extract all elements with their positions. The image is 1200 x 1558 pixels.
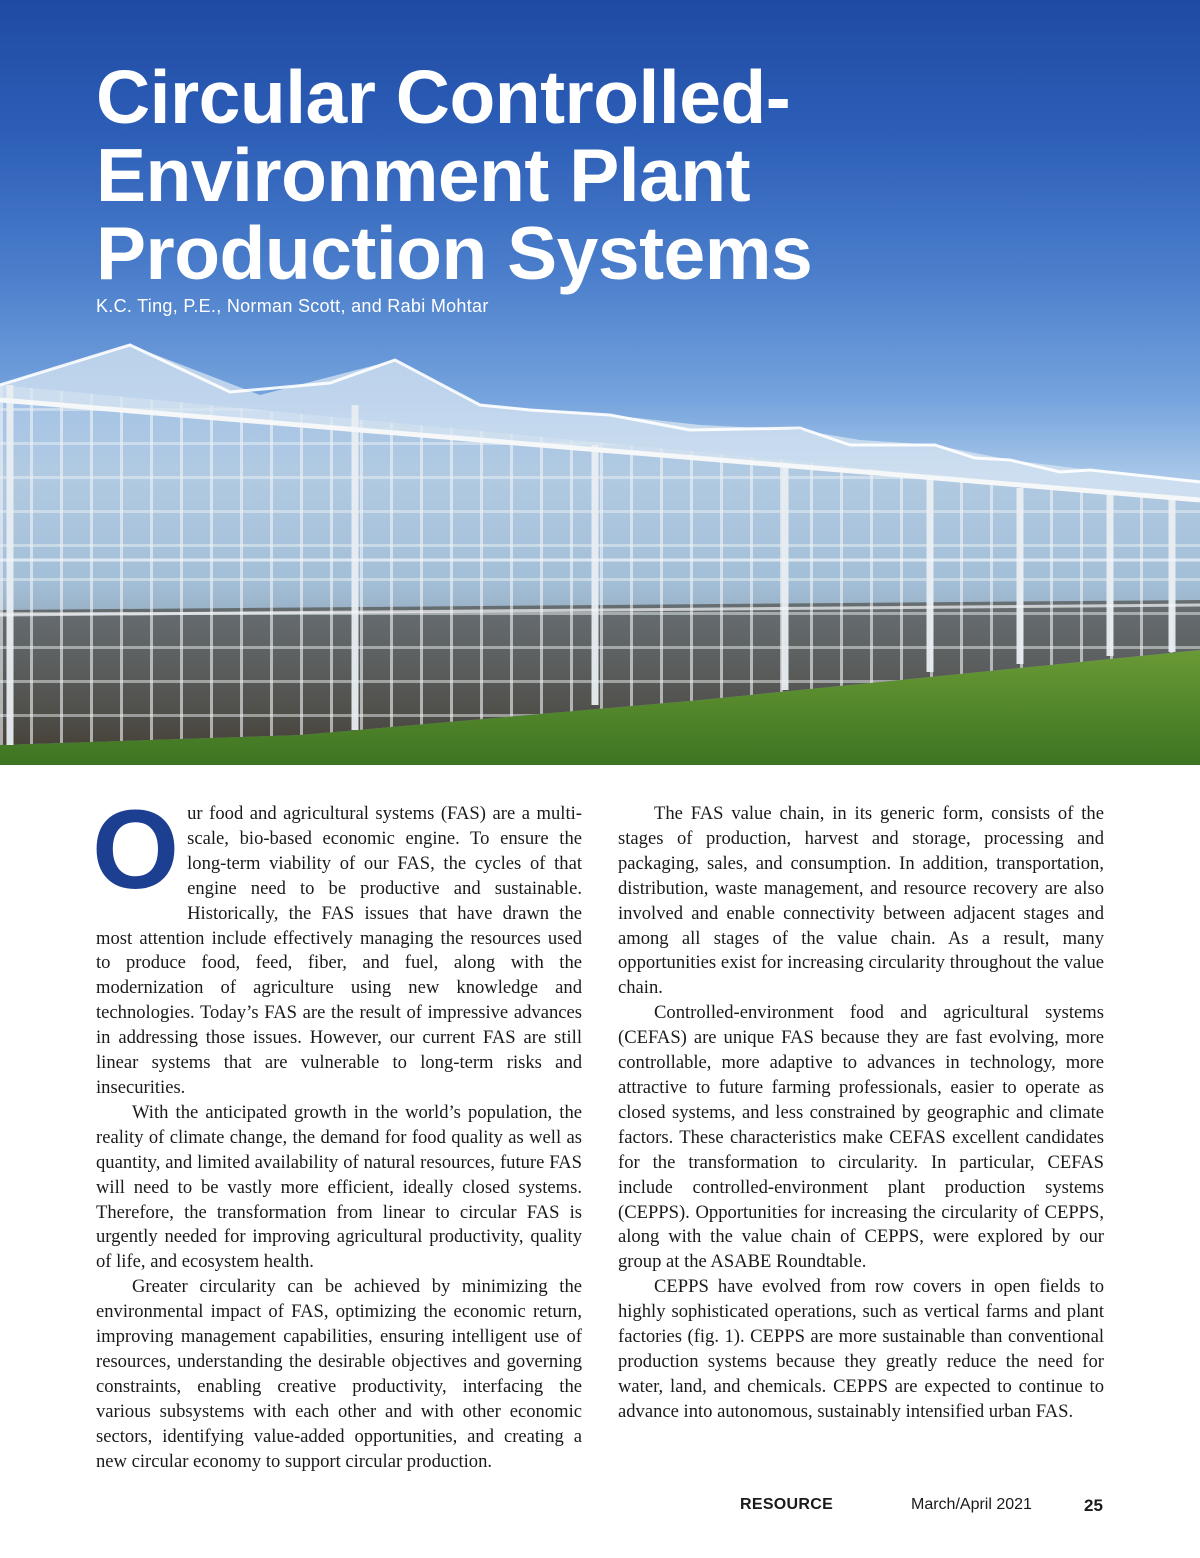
paragraph-2: With the anticipated growth in the world’s population, the reality of climate change, the demand for food quality as well as quantity, and limited availability of natural resources, future FAS will need to be vastly more efficient, ideally closed systems. Therefore, the transformation from linear to circular FAS is urgently needed for improving agricultural productivity, quality of life, and ecosystem health. bbox=[96, 1101, 582, 1273]
page-footer bbox=[0, 1496, 1200, 1520]
paragraph-6: CEPPS have evolved from row covers in open fields to highly sophisticated operations, such as vertical farms and plant factories (fig. 1). CEPPS are more sustainable than conventional production systems because they greatly reduce the need for water, land, and chemicals. CEPPS are expected to continue to advance into autonomous, sustainably intensified urban FAS. bbox=[618, 1276, 1104, 1422]
article-title: Circular Controlled- Environment Plant Production Systems bbox=[96, 55, 813, 295]
drop-cap: O bbox=[92, 787, 180, 912]
paragraph-1-text: ur food and agricultural systems (FAS) are a multi-scale, bio-based economic engine. To ensure the long-term viability of our FAS, the cycles of that engine need to be productive and sustainable. Historically, the FAS issues that have drawn the most attention include effectively managing the resources used to produce food, feed, fiber, and fuel, along with the modernization of agriculture using new knowledge and technologies. Today’s FAS are the result of impressive advances in addressing those issues. However, our current FAS are still linear systems that are vulnerable to long-term risks and insecurities. bbox=[96, 803, 582, 1098]
body-column-right bbox=[618, 802, 1104, 1425]
paragraph-4: The FAS value chain, in its generic form, consists of the stages of production, harvest and storage, processing and packaging, sales, and consumption. In addition, transportation, distribution, waste management, and resource recovery are also involved and enable connectivity between adjacent stages and among all stages of the value chain. As a result, many opportunities exist for increasing circularity throughout the value chain. bbox=[618, 803, 1104, 999]
publication-name: RESOURCE bbox=[740, 1496, 834, 1513]
issue-date: March/April 2021 bbox=[911, 1496, 1032, 1513]
page-number: 25 bbox=[1084, 1496, 1103, 1515]
paragraph-3: Greater circularity can be achieved by minimizing the environmental impact of FAS, optimizing the economic return, improving management capabilities, ensuring intelligent use of resources, understanding the desirable objectives and governing constraints, enabling creative productivity, interfacing the various subsystems with each other and with other economic sectors, identifying value-added opportunities, and creating a new circular economy to support circular production. bbox=[96, 1276, 582, 1472]
paragraph-5: Controlled-environment food and agricultural systems (CEFAS) are unique FAS because they are fast evolving, more controllable, more adaptive to advances in technology, more attractive to future farming professionals, easier to operate as closed systems, and less constrained by geographic and climate factors. These characteristics make CEFAS excellent candidates for the transformation to circularity. In particular, CEFAS include controlled-environment plant production systems (CEPPS). Opportunities for increasing the circularity of CEPPS, along with the value chain of CEPPS, were explored by our group at the ASABE Roundtable. bbox=[618, 1002, 1104, 1273]
hero-banner bbox=[0, 0, 1200, 765]
article-byline: K.C. Ting, P.E., Norman Scott, and Rabi Mohtar bbox=[96, 296, 489, 316]
paragraph-1 bbox=[92, 787, 582, 1101]
body-column-left bbox=[92, 787, 582, 1474]
